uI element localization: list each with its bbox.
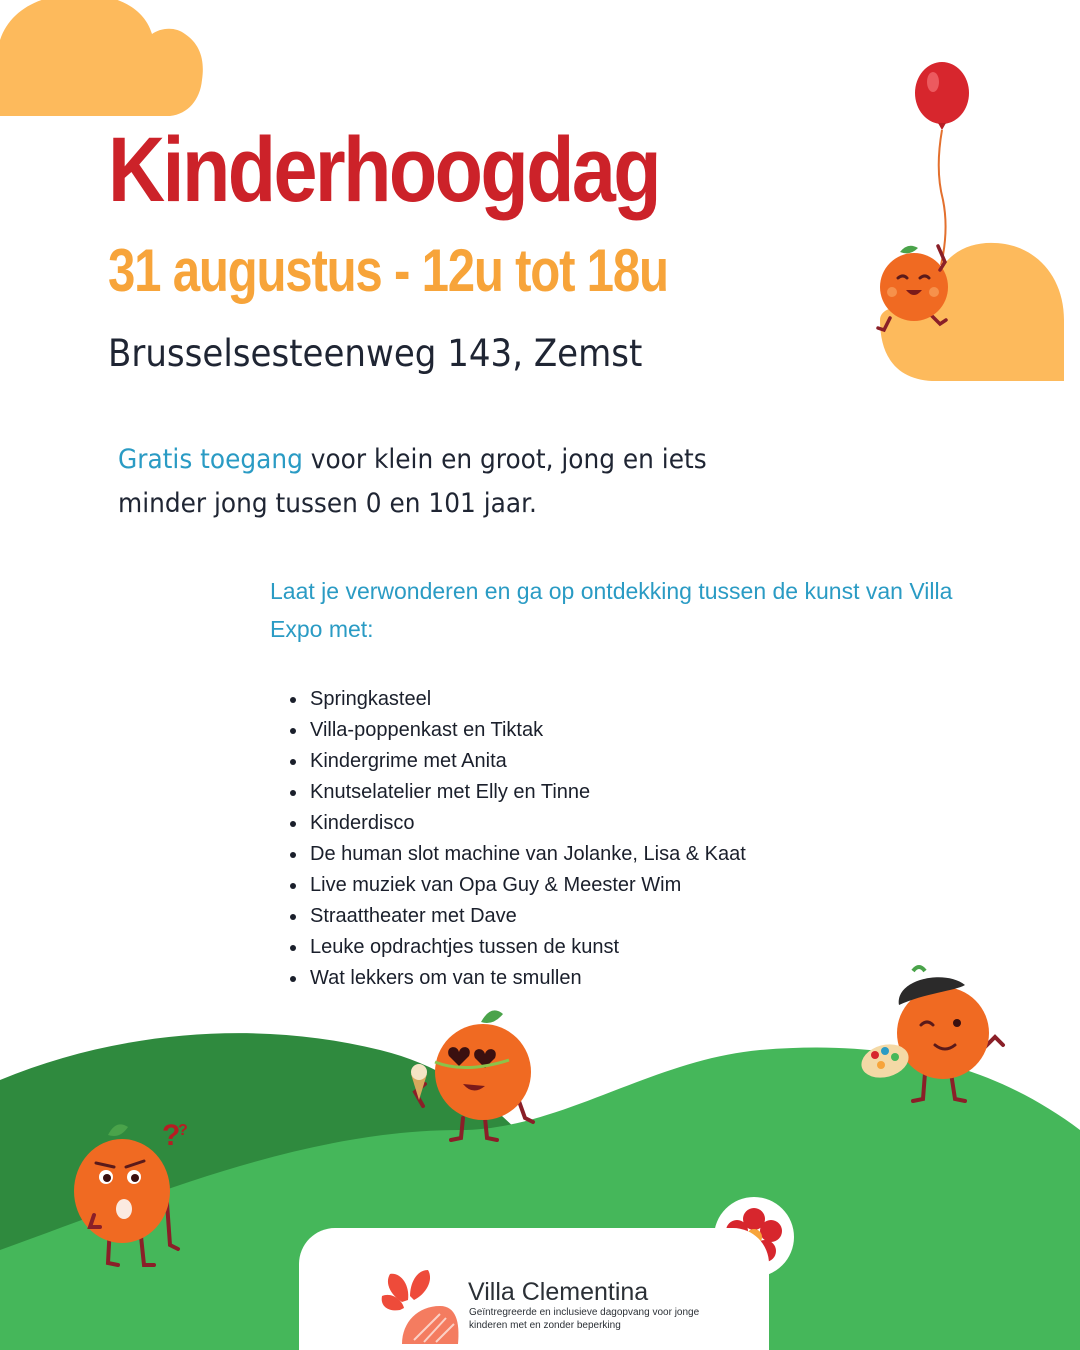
logo-name: Villa Clementina xyxy=(468,1278,649,1306)
event-title: Kinderhoogdag xyxy=(108,119,660,221)
svg-text:?: ? xyxy=(178,1122,188,1139)
list-item: Wat lekkers om van te smullen xyxy=(288,963,746,994)
list-item: Villa-poppenkast en Tiktak xyxy=(288,715,746,746)
list-item: Springkasteel xyxy=(288,684,746,715)
list-item: Kindergrime met Anita xyxy=(288,746,746,777)
activities-list xyxy=(288,684,746,994)
orange-mascot-balloon xyxy=(870,240,965,335)
orange-mascot-painter xyxy=(855,965,1015,1110)
villa-clementina-logo-icon xyxy=(380,1266,462,1346)
list-item: Knutselatelier met Elly en Tinne xyxy=(288,777,746,808)
orange-mascot-confused xyxy=(70,1115,200,1275)
event-date-time: 31 augustus - 12u tot 18u xyxy=(108,237,668,304)
list-item: De human slot machine van Jolanke, Lisa & Kaat xyxy=(288,839,746,870)
intro-rest: voor klein en groot, jong en iets minder jong tussen 0 en 101 jaar. xyxy=(118,444,707,519)
orange-mascot-sunglasses xyxy=(405,1000,545,1145)
svg-text:?: ? xyxy=(162,1119,181,1152)
list-item: Straattheater met Dave xyxy=(288,901,746,932)
free-entry-highlight: Gratis toegang xyxy=(118,444,303,475)
event-address: Brusselsesteenweg 143, Zemst xyxy=(108,332,643,375)
activities-lead: Laat je verwonderen en ga op ontdekking tussen de kunst van Villa Expo met: xyxy=(270,578,953,642)
intro-text xyxy=(118,438,780,526)
logo-tagline: Geïntregreerde en inclusieve dagopvang voor jonge kinderen met en zonder beperking xyxy=(469,1307,700,1331)
list-item: Leuke opdrachtjes tussen de kunst xyxy=(288,932,746,963)
list-item: Kinderdisco xyxy=(288,808,746,839)
balloon-icon xyxy=(905,60,980,270)
cloud-icon xyxy=(0,0,210,120)
list-item: Live muziek van Opa Guy & Meester Wim xyxy=(288,870,746,901)
